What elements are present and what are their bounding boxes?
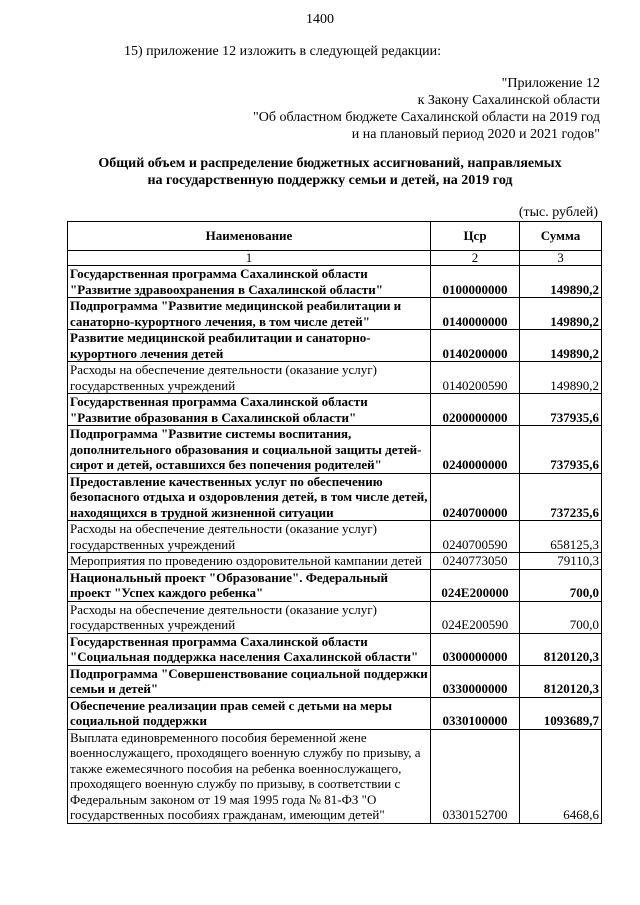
- row-amount: 6468,6: [520, 729, 602, 823]
- table-row: [68, 330, 602, 362]
- appendix-line: "Об областном бюджете Сахалинской области на 2019 год: [253, 110, 600, 125]
- row-code: 0240700000: [431, 473, 520, 521]
- table-row: [68, 729, 602, 823]
- page-number: 1400: [306, 12, 334, 27]
- row-amount: 8120120,3: [520, 633, 602, 665]
- row-code: 0240000000: [431, 426, 520, 474]
- row-amount: 737935,6: [520, 394, 602, 426]
- row-code: 0140000000: [431, 298, 520, 330]
- index-code: 2: [431, 251, 520, 266]
- row-amount: 658125,3: [520, 521, 602, 553]
- row-code: 0300000000: [431, 633, 520, 665]
- table-row: [68, 553, 602, 570]
- table-row: [68, 426, 602, 474]
- row-name: Государственная программа Сахалинской области "Развитие образования в Сахалинской области": [68, 394, 431, 426]
- row-name: Расходы на обеспечение деятельности (оказание услуг) государственных учреждений: [68, 521, 431, 553]
- row-name: Выплата единовременного пособия беременной жене военнослужащего, проходящего военную службу по призыву, а также ежемесячного пособия на ребенка военнослужащего, проходящего военную службу по призыву, в соответствии с Федеральным законом от 19 мая 1995 года № 81-ФЗ "О государственных пособиях гражданам, имеющим детей": [68, 729, 431, 823]
- table-row: [68, 298, 602, 330]
- table-row: [68, 697, 602, 729]
- budget-table: [67, 221, 602, 824]
- index-amount: 3: [520, 251, 602, 266]
- header-code: Цср: [431, 222, 520, 251]
- row-code: 0100000000: [431, 266, 520, 298]
- row-name: Национальный проект "Образование". Федеральный проект "Успех каждого ребенка": [68, 569, 431, 601]
- title-line: на государственную поддержку семьи и детей, на 2019 год: [147, 173, 513, 188]
- table-row: [68, 569, 602, 601]
- row-code: 0140200590: [431, 362, 520, 394]
- row-amount: 737235,6: [520, 473, 602, 521]
- index-name: 1: [68, 251, 431, 266]
- row-name: Государственная программа Сахалинской области "Развитие здравоохранения в Сахалинской области": [68, 266, 431, 298]
- row-amount: 700,0: [520, 569, 602, 601]
- row-amount: 79110,3: [520, 553, 602, 570]
- row-name: Подпрограмма "Совершенствование социальной поддержки семьи и детей": [68, 665, 431, 697]
- row-name: Государственная программа Сахалинской области "Социальная поддержка населения Сахалинской области": [68, 633, 431, 665]
- row-amount: 149890,2: [520, 330, 602, 362]
- table-row: [68, 521, 602, 553]
- row-name: Обеспечение реализации прав семей с детьми на меры социальной поддержки: [68, 697, 431, 729]
- row-code: 0240773050: [431, 553, 520, 570]
- table-row: [68, 473, 602, 521]
- row-amount: 8120120,3: [520, 665, 602, 697]
- row-code: 024Е200000: [431, 569, 520, 601]
- row-name: Развитие медицинской реабилитации и санаторно-курортного лечения детей: [68, 330, 431, 362]
- header-name: Наименование: [68, 222, 431, 251]
- row-code: 0140200000: [431, 330, 520, 362]
- table-row: [68, 362, 602, 394]
- table-row: [68, 665, 602, 697]
- column-index-row: [68, 251, 602, 266]
- row-name: Предоставление качественных услуг по обеспечению безопасного отдыха и оздоровления детей, в том числе детей, находящихся в трудной жизненной ситуации: [68, 473, 431, 521]
- title-line: Общий объем и распределение бюджетных ассигнований, направляемых: [98, 156, 562, 171]
- row-code: 0240700590: [431, 521, 520, 553]
- row-amount: 149890,2: [520, 362, 602, 394]
- row-amount: 1093689,7: [520, 697, 602, 729]
- row-code: 0330152700: [431, 729, 520, 823]
- row-name: Расходы на обеспечение деятельности (оказание услуг) государственных учреждений: [68, 362, 431, 394]
- appendix-header: [253, 75, 600, 143]
- header-amount: Сумма: [520, 222, 602, 251]
- row-name: Мероприятия по проведению оздоровительной кампании детей: [68, 553, 431, 570]
- row-name: Расходы на обеспечение деятельности (оказание услуг) государственных учреждений: [68, 601, 431, 633]
- table-row: [68, 601, 602, 633]
- row-code: 0330100000: [431, 697, 520, 729]
- document-title: [0, 155, 640, 189]
- appendix-line: "Приложение 12: [501, 76, 600, 91]
- row-name: Подпрограмма "Развитие системы воспитания, дополнительного образования и социальной защиты детей-сирот и детей, оставшихся без попечения родителей": [68, 426, 431, 474]
- row-amount: 149890,2: [520, 298, 602, 330]
- appendix-line: к Закону Сахалинской области: [417, 93, 600, 108]
- table-row: [68, 633, 602, 665]
- row-amount: 700,0: [520, 601, 602, 633]
- row-amount: 149890,2: [520, 266, 602, 298]
- row-amount: 737935,6: [520, 426, 602, 474]
- row-code: 0200000000: [431, 394, 520, 426]
- row-name: Подпрограмма "Развитие медицинской реабилитации и санаторно-курортного лечения, в том числе детей": [68, 298, 431, 330]
- units-note: (тыс. рублей): [518, 205, 598, 220]
- table-row: [68, 394, 602, 426]
- table-row: [68, 266, 602, 298]
- amendment-instruction: 15) приложение 12 изложить в следующей редакции:: [124, 44, 441, 59]
- row-code: 0330000000: [431, 665, 520, 697]
- table-header-row: [68, 222, 602, 251]
- row-code: 024Е200590: [431, 601, 520, 633]
- appendix-line: и на плановый период 2020 и 2021 годов": [351, 127, 600, 142]
